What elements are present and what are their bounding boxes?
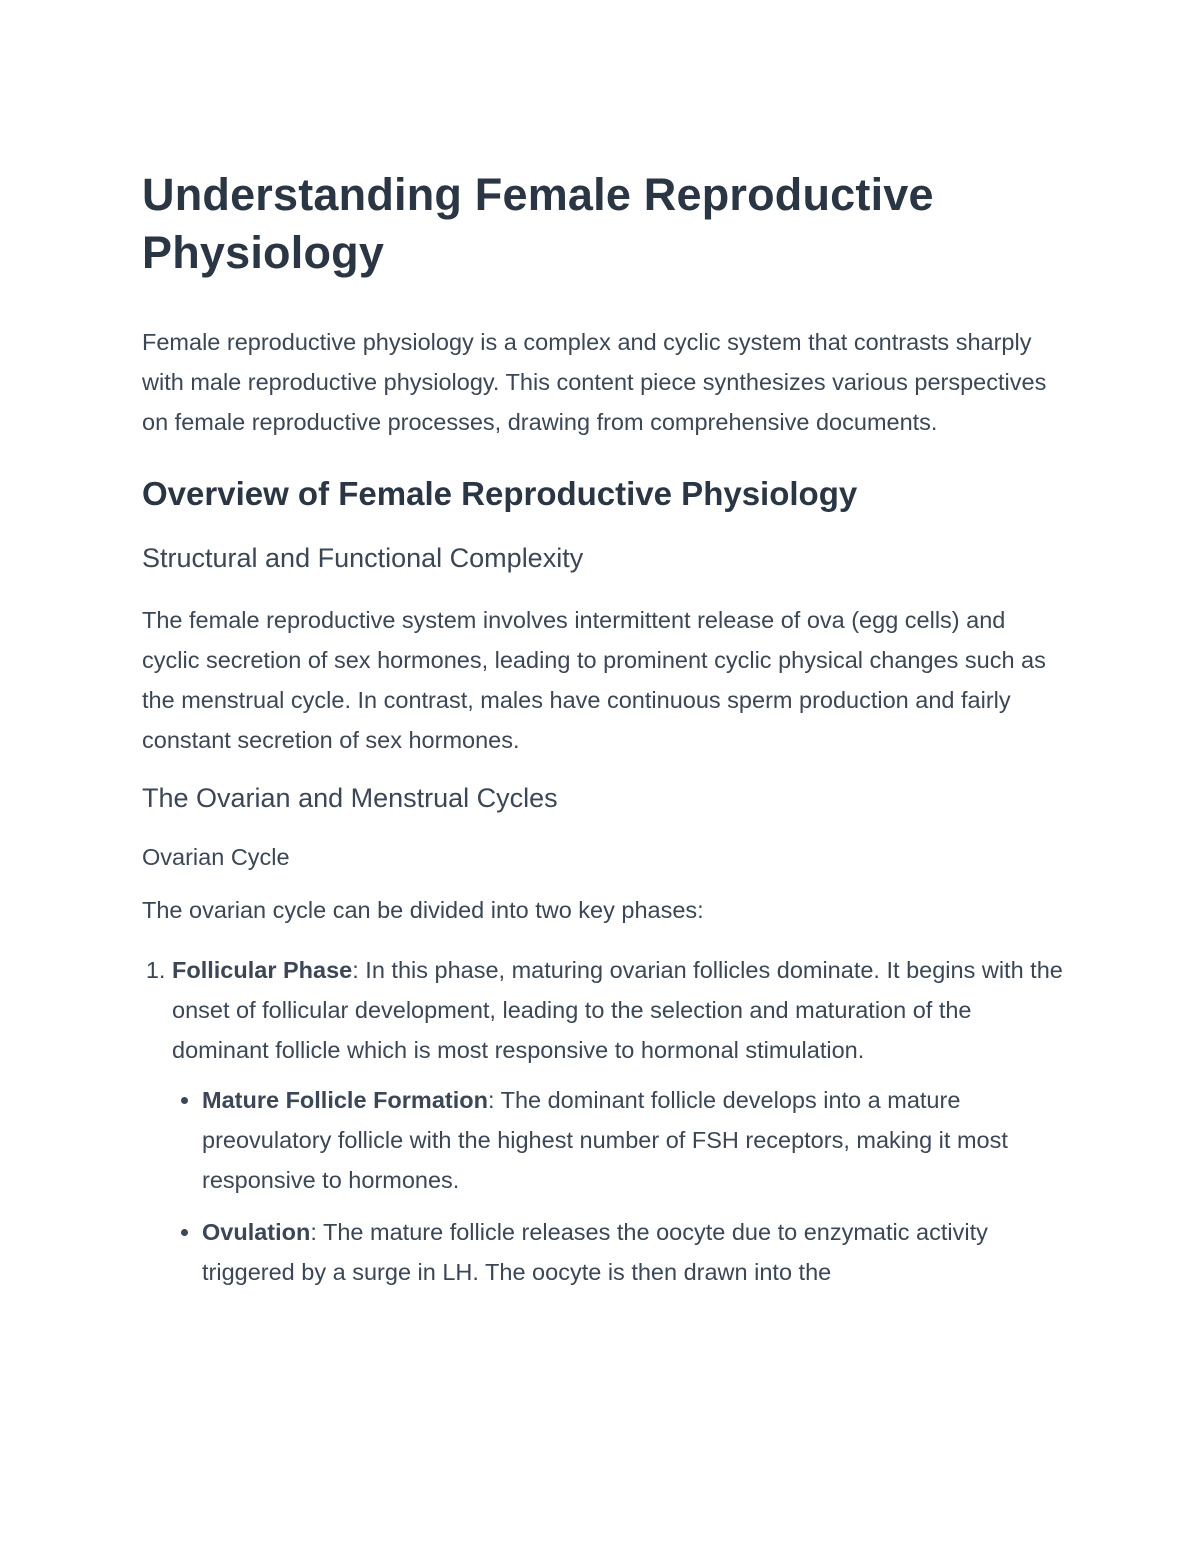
sub-list-item-term: Mature Follicle Formation (202, 1087, 488, 1113)
phase-list (142, 950, 1067, 1292)
document-title: Understanding Female Reproductive Physiology (142, 169, 934, 278)
list-item-term: Follicular Phase (172, 957, 353, 983)
document-page (142, 166, 1067, 1304)
cycles-heading: The Ovarian and Menstrual Cycles (142, 783, 558, 813)
structural-heading: Structural and Functional Complexity (142, 543, 584, 573)
structural-paragraph: The female reproductive system involves intermittent release of ova (egg cells) and cyclic secretion of sex hormones, leading to prominent cyclic physical changes such as the menstrual cycle. In contrast, males have continuous sperm production and fairly constant secretion of sex hormones. (142, 607, 1046, 753)
list-item-follicular-phase (172, 950, 1067, 1292)
sub-list-item (202, 1212, 1067, 1292)
ovarian-intro: The ovarian cycle can be divided into two key phases: (142, 897, 704, 923)
sub-list-item-text: : The mature follicle releases the oocyte due to enzymatic activity triggered by a surge in LH. The oocyte is then drawn into the (202, 1219, 988, 1285)
sub-list-item-text: : The dominant follicle develops into a mature preovulatory follicle with the highest number of FSH receptors, making it most responsive to hormones. (202, 1087, 1008, 1193)
sub-list (172, 1080, 1067, 1292)
sub-list-item (202, 1080, 1067, 1200)
overview-heading: Overview of Female Reproductive Physiology (142, 475, 858, 512)
sub-list-item-term: Ovulation (202, 1219, 311, 1245)
intro-paragraph: Female reproductive physiology is a complex and cyclic system that contrasts sharply with male reproductive physiology. This content piece synthesizes various perspectives on female reproductive processes, drawing from comprehensive documents. (142, 329, 1047, 435)
ovarian-heading: Ovarian Cycle (142, 844, 290, 870)
list-item-text: : In this phase, maturing ovarian follicles dominate. It begins with the onset of follicular development, leading to the selection and maturation of the dominant follicle which is most responsive to hormonal stimulation. (172, 957, 1063, 1063)
